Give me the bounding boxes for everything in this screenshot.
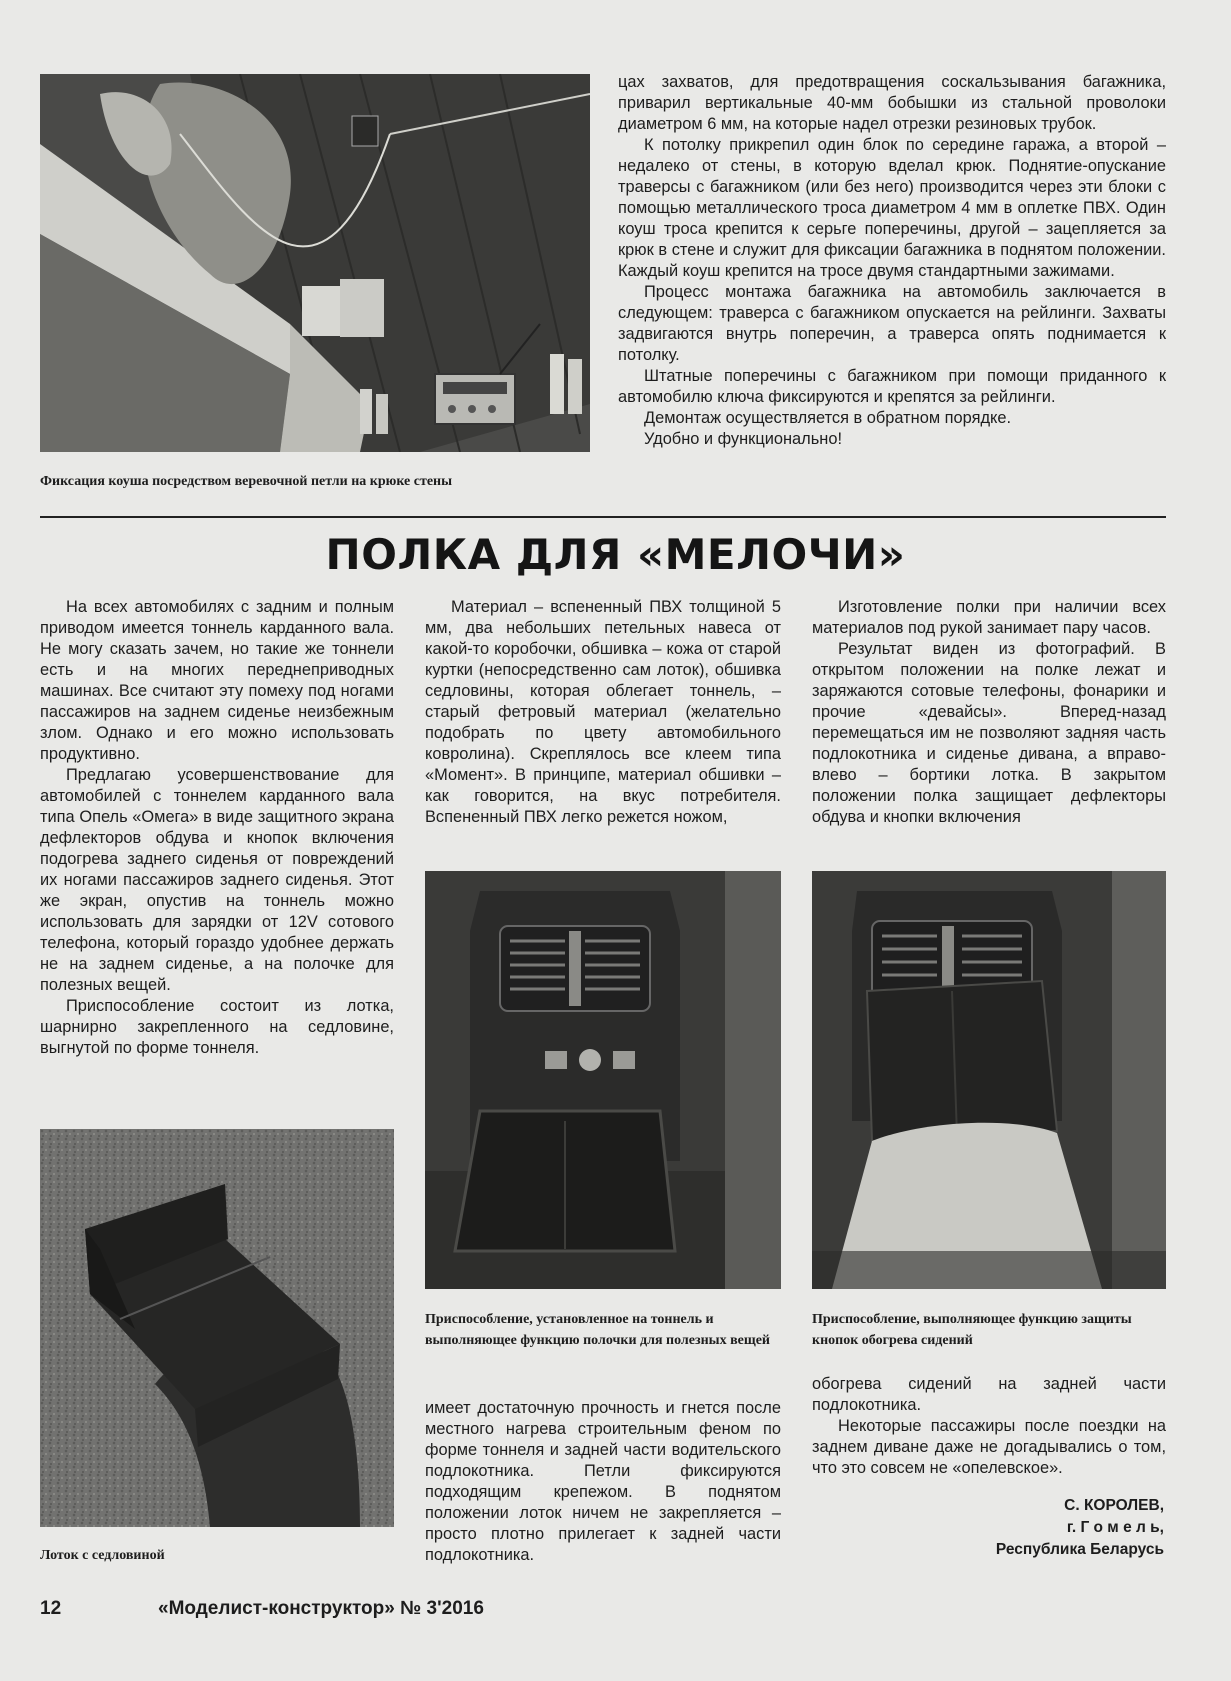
cover-photo (812, 871, 1166, 1289)
text-paragraph: Некоторые пассажиры после поездки на заднем диване даже не догадывались о том, что это совсем не «опелевское». (812, 1417, 1166, 1477)
cover-photo-illustration (812, 871, 1166, 1289)
author-signature (996, 1495, 1164, 1561)
section-divider (40, 516, 1166, 518)
top-right-text (618, 72, 1166, 450)
column-3-text-bottom (812, 1374, 1166, 1479)
text-paragraph: Процесс монтажа багажника на автомобиль заключается в следующем: траверса с багажником опускается на рейлинги. Захваты задвигаются внутрь поперечин, а траверса опять поднимается к потолку. (618, 283, 1166, 364)
text-paragraph: обогрева сидений на задней части подлокотника. (812, 1375, 1166, 1414)
tray-photo (40, 1129, 394, 1527)
text-paragraph: Результат виден из фотографий. В открытом положении на полке лежат и заряжаются сотовые телефоны, фонарики и прочие «девайсы». Вперед-назад перемещаться им не позволяют задняя часть подлокотника и сиденье дивана, а вправо-влево – бортики лотка. В закрытом положении полка защищает дефлекторы обдува и кнопки включения (812, 640, 1166, 826)
text-paragraph: Штатные поперечины с багажником при помощи приданного к автомобилю ключа фиксируются и крепятся за рейлинги. (618, 367, 1166, 406)
author-city: г. Г о м е л ь, (1066, 1519, 1164, 1536)
page-number: 12 (40, 1598, 62, 1619)
magazine-issue: «Моделист-конструктор» № 3'2016 (158, 1598, 484, 1619)
garage-photo (40, 74, 590, 452)
shelf-photo-illustration (425, 871, 781, 1289)
garage-photo-illustration (40, 74, 590, 452)
text-paragraph: Изготовление полки при наличии всех материалов под рукой занимает пару часов. (812, 598, 1166, 637)
shelf-photo (425, 871, 781, 1289)
caption-tray: Лоток с седловиной (40, 1548, 165, 1563)
text-paragraph: Материал – вспененный ПВХ толщиной 5 мм, два небольших петельных навеса от какой-то коробочки, обшивка – кожа от старой куртки (непосредственно сам лоток), обшивка седловины, которая облегает тоннель, – старый фетровый материал (желательно подобрать по цвету автомобильного ковролина). Скреплялось все клеем типа «Момент». В принципе, материал обшивки – как говорится, на вкус потребителя. Вспененный ПВХ легко режется ножом, (425, 598, 781, 826)
caption-garage: Фиксация коуша посредством веревочной петли на крюке стены (40, 474, 453, 489)
text-paragraph: Демонтаж осуществляется в обратном порядке. (644, 409, 1012, 427)
article-title: ПОЛКА ДЛЯ «МЕЛОЧИ» (325, 530, 906, 579)
text-paragraph: Приспособление состоит из лотка, шарнирно закрепленного на седловине, выгнутой по форме тоннеля. (40, 997, 394, 1057)
text-paragraph: На всех автомобилях с задним и полным приводом имеется тоннель карданного вала. Не могу сказать зачем, но такие же тоннели есть и на многих переднеприводных машинах. Все считают эту помеху под ногами пассажиров на заднем сиденье неизбежным злом. Однако и его можно использовать продуктивно. (40, 598, 394, 763)
author-country: Республика Беларусь (995, 1541, 1164, 1558)
text-paragraph: Предлагаю усовершенствование для автомобилей с тоннелем карданного вала типа Опель «Омега» в виде защитного экрана дефлекторов обдува и кнопок включения подогрева заднего сиденья от повреждений их ногами пассажиров заднего сиденья. Этот же экран, опустив на тоннель можно использовать для зарядки от 12V сотового телефона, который гораздо удобнее держать не на заднем сиденье, а на полочке для полезных вещей. (40, 766, 394, 994)
text-paragraph: цах захватов, для предотвращения соскальзывания багажника, приварил вертикальные 40-мм бобышки из стальной проволоки диаметром 6 мм, на которые надел отрезки резиновых трубок. (618, 73, 1166, 133)
column-3-text-top (812, 597, 1166, 828)
text-paragraph: Удобно и функционально! (644, 430, 842, 448)
tray-photo-illustration (40, 1129, 394, 1527)
column-2-text-bottom (425, 1398, 781, 1566)
text-paragraph: имеет достаточную прочность и гнется после местного нагрева строительным феном по форме тоннеля и задней части водительского подлокотника. Петли фиксируются подходящим крепежом. В поднятом положении лоток ничем не закрепляется – просто плотно прилегает к задней части подлокотника. (425, 1399, 781, 1564)
caption-cover: Приспособление, выполняющее функцию защиты кнопок обогрева сидений (812, 1312, 1132, 1348)
author-name: С. КОРОЛЕВ, (1064, 1497, 1164, 1514)
column-1-text (40, 597, 394, 1059)
text-paragraph: К потолку прикрепил один блок по середине гаража, а второй – недалеко от стены, в которую вделал крюк. Поднятие-опускание траверсы с багажником (или без него) производится через эти блоки с помощью металлического троса диаметром 4 мм в оплетке ПВХ. Один коуш троса крепится к серьге поперечины, другой – зацепляется за крюк в стене и служит для фиксации багажника в поднятом положении. Каждый коуш крепится на тросе двумя стандартными зажимами. (618, 136, 1166, 280)
column-2-text-top (425, 597, 781, 828)
caption-shelf: Приспособление, установленное на тоннель и выполняющее функцию полочки для полезных вещей (425, 1312, 770, 1348)
